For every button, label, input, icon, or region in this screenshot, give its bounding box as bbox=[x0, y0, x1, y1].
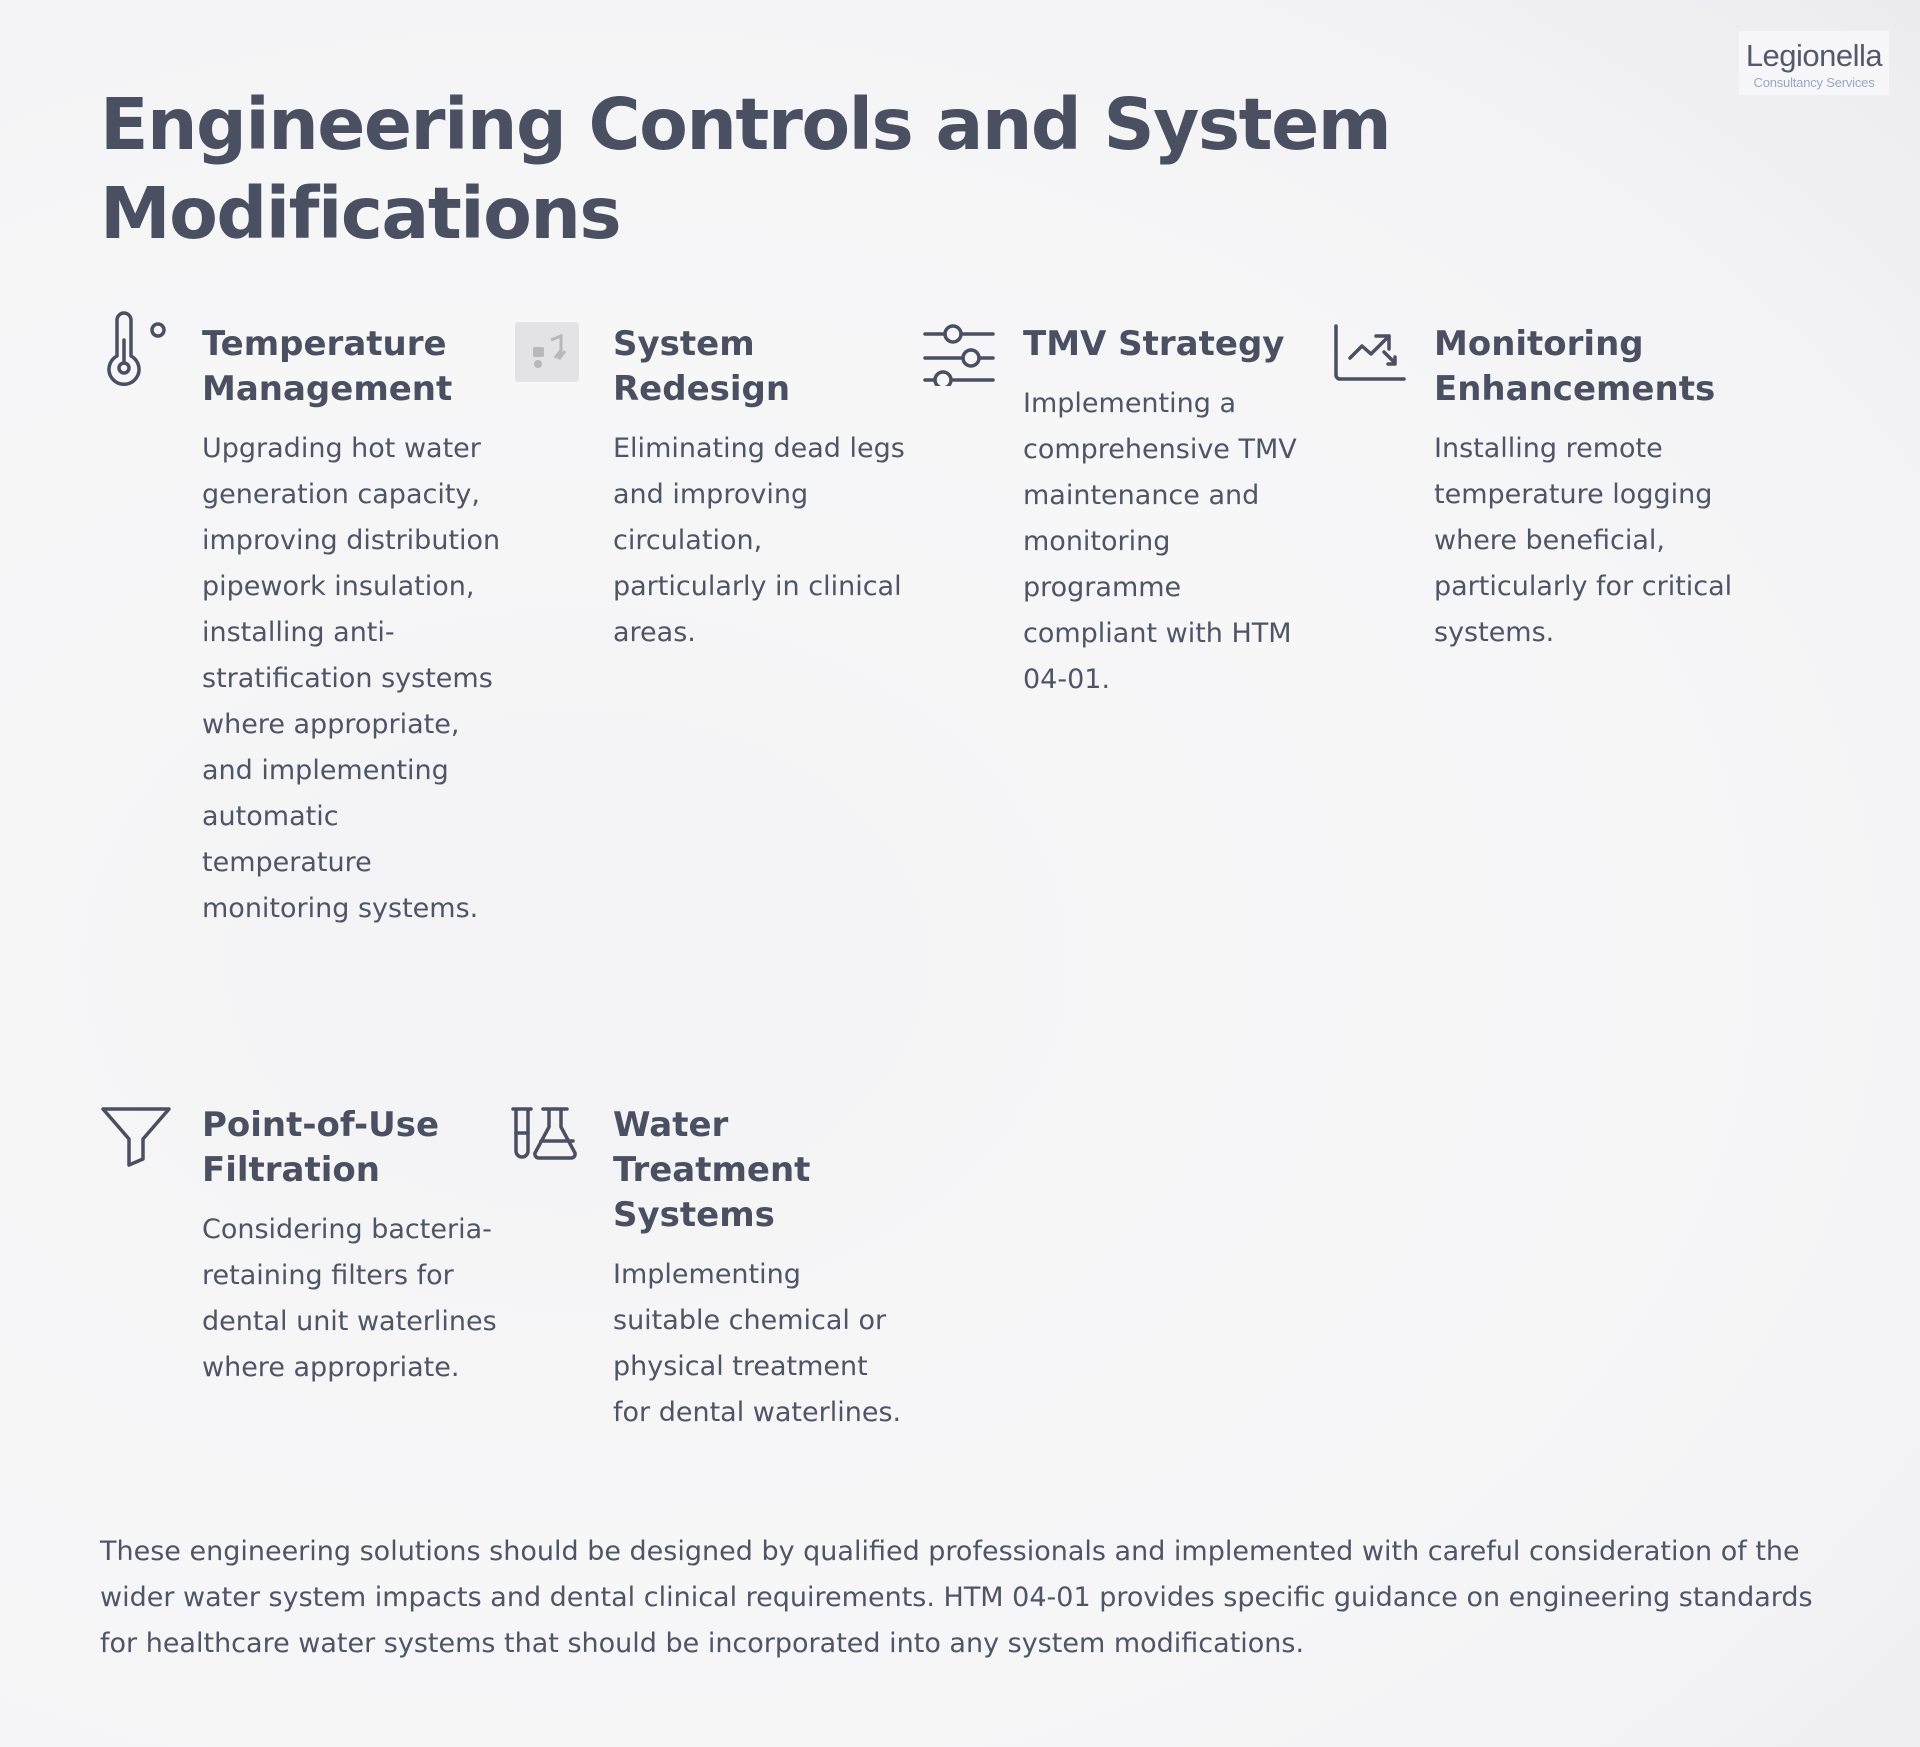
item-monitoring-enhancements bbox=[1332, 310, 1732, 656]
item-text: Installing remote temperature logging where beneficial, particularly for critical systems. bbox=[1434, 433, 1733, 648]
item-heading: Water Treatment Systems bbox=[613, 1105, 811, 1235]
item-tmv-strategy bbox=[921, 310, 1321, 703]
item-point-of-use-filtration bbox=[100, 1091, 500, 1391]
item-temperature-management bbox=[100, 310, 500, 932]
item-water-treatment-systems bbox=[511, 1091, 911, 1436]
brand-logo bbox=[1738, 30, 1890, 96]
item-heading: Point-of-Use Filtration bbox=[202, 1105, 440, 1190]
item-heading: TMV Strategy bbox=[1023, 324, 1285, 364]
thermometer-icon bbox=[100, 310, 176, 386]
item-text: Eliminating dead legs and improving circulation, particularly in clinical areas. bbox=[613, 433, 905, 648]
logo-subtitle: Consultancy Services bbox=[1753, 75, 1875, 90]
item-system-redesign bbox=[511, 310, 911, 656]
filter-icon bbox=[100, 1091, 176, 1167]
flask-icon bbox=[511, 1091, 587, 1167]
item-heading: Temperature Management bbox=[202, 324, 453, 409]
footer-paragraph: These engineering solutions should be designed by qualified professionals and implemented with careful consideration of the wider water system impacts and dental clinical requirements. HTM 04-01 provides specific guidance on engineering standards for healthcare water systems that should be incorporated into any system modifications. bbox=[100, 1536, 1813, 1659]
item-text: Implementing a comprehensive TMV maintenance and monitoring programme compliant with HTM 04-01. bbox=[1023, 388, 1297, 695]
item-heading: System Redesign bbox=[613, 324, 791, 409]
sliders-icon bbox=[921, 310, 997, 386]
item-text: Considering bacteria-retaining filters for dental unit waterlines where appropriate. bbox=[202, 1214, 497, 1383]
broken-image-icon bbox=[511, 310, 587, 386]
chart-trend-icon bbox=[1332, 310, 1408, 386]
item-text: Implementing suitable chemical or physical treatment for dental waterlines. bbox=[613, 1259, 902, 1428]
page-title: Engineering Controls and System Modifications bbox=[100, 83, 1391, 255]
logo-name: Legionella bbox=[1745, 38, 1883, 73]
item-heading: Monitoring Enhancements bbox=[1434, 324, 1716, 409]
item-text: Upgrading hot water generation capacity, improving distribution pipework insulation, installing anti-stratification systems where appropriate, and implementing automatic temperature monitoring systems. bbox=[202, 433, 501, 924]
